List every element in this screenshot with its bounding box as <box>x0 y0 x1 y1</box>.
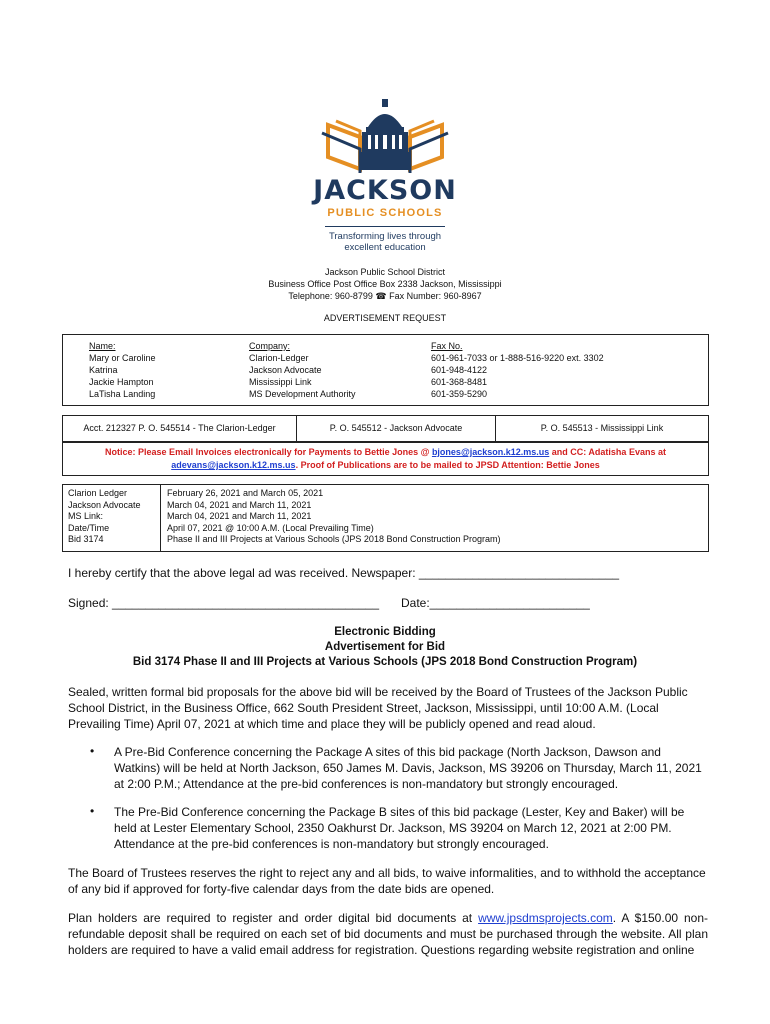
plan-holders-text: . A $150.00 non-refundable deposit shall be required on each set of bid documents and must be purchased through the website. All plan holders are required to have a valid email address for registration. Questions regarding website registration and online <box>68 911 708 957</box>
district-address: Business Office Post Office Box 2338 Jackson, Mississippi <box>268 279 502 289</box>
logo-name: JACKSON <box>313 175 457 206</box>
schedule-labels <box>63 485 161 551</box>
email-link-bjones[interactable]: bjones@jackson.k12.ms.us <box>431 447 550 457</box>
bullet-prebid-package-a: A Pre-Bid Conference concerning the Package A sites of this bid package (North Jackson, Dawson and Watkins) will be held at North Jackson, 650 James M. Davis, Jackson, MS 39206 on Thursday, March 11, 2021 at 2:00 P.M.; Attendance at the pre-bid conferences is non-mandatory but strongly encouraged. <box>114 745 702 791</box>
schedule-label: MS Link: <box>68 511 104 522</box>
paragraph-plan-holders <box>68 910 708 958</box>
bullet-prebid-package-b: The Pre-Bid Conference concerning the Package B sites of this bid package (Lester, Key and Baker) will be held at Lester Elementary School, 2350 Oakhurst Dr. Jackson, MS 39204 on March 12, 2021 at 2:00 PM. Attendance at the pre-bid conferences is non-mandatory but strongly encouraged. <box>114 805 685 851</box>
contact-company: Jackson Advocate <box>249 365 322 375</box>
schedule-label: Bid 3174 <box>68 534 104 545</box>
website-link[interactable]: www.jpsdmsprojects.com <box>478 911 613 925</box>
capitol-book-icon <box>320 95 450 175</box>
certify-line: I hereby certify that the above legal ad was received. Newspaper: ______________________________ <box>68 566 620 580</box>
account-cell: Acct. 212327 P. O. 545514 - The Clarion-Ledger <box>63 416 297 441</box>
signed-line: Signed: ________________________________________ <box>68 596 379 610</box>
district-name: Jackson Public School District <box>324 267 446 277</box>
schedule-label: Jackson Advocate <box>68 499 141 510</box>
district-header <box>0 266 770 302</box>
logo-divider <box>325 226 445 227</box>
jps-logo <box>300 95 470 255</box>
notice-text: and CC: Adatisha Evans at <box>549 447 666 457</box>
notice-text: . Proof of Publications are to be mailed to JPSD Attention: Bettie Jones <box>295 460 600 470</box>
contact-name: Katrina <box>89 365 118 375</box>
notice-text: Notice: Please Email Invoices electronically for Payments to Bettie Jones @ <box>105 447 432 457</box>
accounts-row <box>62 415 709 442</box>
date-line: Date:________________________ <box>401 596 590 610</box>
schedule-value: March 04, 2021 and March 11, 2021 <box>167 499 312 510</box>
contact-name: LaTisha Landing <box>89 389 156 399</box>
schedule-value: Phase II and III Projects at Various Schools (JPS 2018 Bond Construction Program) <box>167 534 501 545</box>
contact-name: Jackie Hampton <box>89 377 154 387</box>
schedule-values <box>167 488 501 546</box>
email-link-adevans[interactable]: adevans@jackson.k12.ms.us <box>171 460 296 470</box>
title-bid: Bid 3174 Phase II and III Projects at Various Schools (JPS 2018 Bond Construction Program) <box>132 656 638 668</box>
contact-fax: 601-961-7033 or 1-888-516-9220 ext. 3302 <box>431 353 604 363</box>
contact-fax: 601-948-4122 <box>431 365 488 375</box>
district-phone: Telephone: 960-8799 ☎ Fax Number: 960-8967 <box>288 291 482 301</box>
logo-tagline-1: Transforming lives through <box>328 231 442 242</box>
contact-company: MS Development Authority <box>249 389 356 399</box>
contacts-name-column <box>89 340 156 400</box>
contacts-box <box>62 334 709 406</box>
contact-name: Mary or Caroline <box>89 353 156 363</box>
logo-subtitle: PUBLIC SCHOOLS <box>327 207 443 219</box>
fax-header: Fax No. <box>431 341 463 351</box>
schedule-value: March 04, 2021 and March 11, 2021 <box>167 511 312 522</box>
contact-fax: 601-359-5290 <box>431 389 488 399</box>
schedule-label: Date/Time <box>68 522 110 533</box>
contact-company: Clarion-Ledger <box>249 353 309 363</box>
schedule-value: February 26, 2021 and March 05, 2021 <box>167 488 324 498</box>
bullet-icon: • <box>90 804 95 818</box>
ad-request-title: ADVERTISEMENT REQUEST <box>323 313 447 323</box>
invoice-notice <box>62 442 709 476</box>
plan-holders-text: Plan holders are required to register and order digital bid documents at <box>68 911 479 925</box>
bullet-icon: • <box>90 744 95 758</box>
contacts-company-column <box>249 340 356 400</box>
paragraph-sealed-bids: Sealed, written formal bid proposals for the above bid will be received by the Board of Trustees of the Jackson Public School District, in the Business Office, 662 South President Street, Jackson, Mississippi, until 10:00 A.M. (Local Prevailing Time) April 07, 2021 at which time and place they will be publicly opened and read aloud. <box>68 685 688 731</box>
company-header: Company: <box>249 341 291 351</box>
schedule-box <box>62 484 709 552</box>
paragraph-board-rights: The Board of Trustees reserves the right to reject any and all bids, to waive informalities, and to withhold the acceptance of any bid if approved for forty-five calendar days from the date bids are opened. <box>68 866 706 896</box>
bid-titles <box>0 625 770 670</box>
contact-fax: 601-368-8481 <box>431 377 488 387</box>
title-electronic-bidding: Electronic Bidding <box>334 626 436 638</box>
account-cell: P. O. 545512 - Jackson Advocate <box>297 416 496 441</box>
account-cell: P. O. 545513 - Mississippi Link <box>540 423 664 433</box>
contact-company: Mississippi Link <box>249 377 312 387</box>
contacts-fax-column <box>431 340 604 400</box>
schedule-value: April 07, 2021 @ 10:00 A.M. (Local Prevailing Time) <box>167 522 374 533</box>
schedule-label: Clarion Ledger <box>68 488 128 498</box>
title-advertisement: Advertisement for Bid <box>324 641 446 653</box>
logo-tagline-2: excellent education <box>344 242 426 253</box>
name-header: Name: <box>89 341 116 351</box>
